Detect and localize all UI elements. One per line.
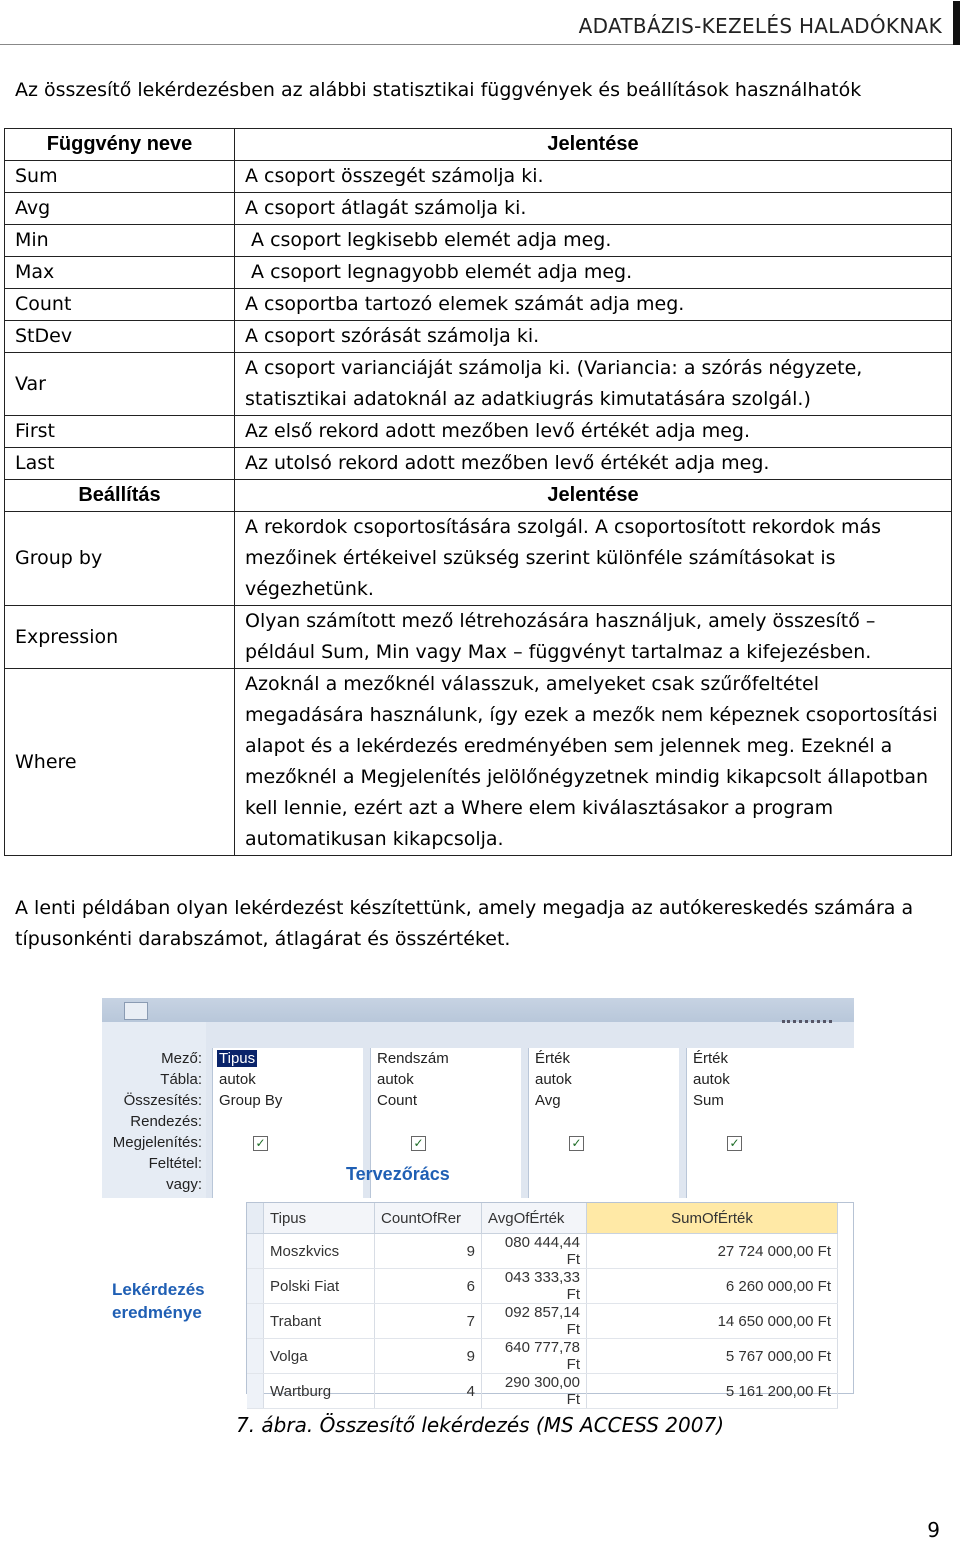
total-cell[interactable]: Group By bbox=[219, 1092, 283, 1109]
result-cell[interactable]: 6 260 000,00 Ft bbox=[587, 1269, 838, 1304]
result-col-header[interactable]: AvgOfÉrték bbox=[482, 1203, 587, 1234]
function-meaning: Az első rekord adott mezőben levő értékét adja meg. bbox=[235, 416, 952, 448]
function-name: Sum bbox=[5, 161, 235, 193]
header-meaning: Jelentése bbox=[235, 129, 952, 161]
table-row bbox=[5, 669, 952, 856]
access-query-figure bbox=[102, 998, 854, 1408]
table-header-row bbox=[5, 129, 952, 161]
setting-name: Group by bbox=[5, 512, 235, 606]
setting-name: Where bbox=[5, 669, 235, 856]
result-row[interactable] bbox=[247, 1234, 838, 1269]
label-show: Megjelenítés: bbox=[112, 1134, 202, 1151]
table-cell[interactable]: autok bbox=[377, 1071, 414, 1088]
function-name: Last bbox=[5, 448, 235, 480]
design-column[interactable] bbox=[212, 1048, 363, 1198]
result-cell[interactable]: 9 bbox=[375, 1339, 482, 1374]
table-row bbox=[5, 416, 952, 448]
table-cell[interactable]: autok bbox=[219, 1071, 256, 1088]
query-result-datasheet bbox=[246, 1202, 854, 1408]
table-row bbox=[5, 353, 952, 416]
table-header-row bbox=[5, 480, 952, 512]
result-cell[interactable]: 6 bbox=[375, 1269, 482, 1304]
function-name: Count bbox=[5, 289, 235, 321]
result-cell[interactable]: Wartburg bbox=[264, 1374, 375, 1409]
total-cell[interactable]: Count bbox=[377, 1092, 418, 1109]
result-row[interactable] bbox=[247, 1339, 838, 1374]
function-meaning: Az utolsó rekord adott mezőben levő értékét adja meg. bbox=[235, 448, 952, 480]
function-name: StDev bbox=[5, 321, 235, 353]
result-label bbox=[112, 1278, 205, 1324]
setting-name: Expression bbox=[5, 606, 235, 669]
result-cell[interactable]: Moszkvics bbox=[264, 1234, 375, 1269]
design-column[interactable] bbox=[528, 1048, 679, 1198]
label-or: vagy: bbox=[166, 1176, 202, 1193]
row-selector[interactable] bbox=[247, 1234, 264, 1269]
result-cell[interactable]: 080 444,44 Ft bbox=[482, 1234, 587, 1269]
function-meaning: A csoport átlagát számolja ki. bbox=[235, 193, 952, 225]
function-meaning: A csoport összegét számolja ki. bbox=[235, 161, 952, 193]
table-row bbox=[5, 257, 952, 289]
field-cell[interactable]: Érték bbox=[535, 1050, 571, 1067]
example-paragraph: A lenti példában olyan lekérdezést készítettünk, amely megadja az autókereskedés számára a típusonkénti darabszámot, átlagárat és összértéket. bbox=[15, 897, 914, 950]
result-header-row bbox=[247, 1203, 838, 1234]
result-label-line2: eredménye bbox=[112, 1303, 202, 1322]
result-cell[interactable]: 14 650 000,00 Ft bbox=[587, 1304, 838, 1339]
result-cell[interactable]: 640 777,78 Ft bbox=[482, 1339, 587, 1374]
result-cell[interactable]: Volga bbox=[264, 1339, 375, 1374]
figure-caption: 7. ábra. Összesítő lekérdezés (MS ACCESS 2007) bbox=[235, 1413, 725, 1437]
header-setting: Beállítás bbox=[5, 480, 235, 512]
table-row bbox=[5, 193, 952, 225]
row-selector[interactable] bbox=[247, 1374, 264, 1409]
show-checkbox[interactable]: ✓ bbox=[569, 1136, 584, 1151]
result-col-header[interactable]: SumOfÉrték bbox=[587, 1203, 838, 1234]
label-total: Összesítés: bbox=[123, 1092, 202, 1109]
result-cell[interactable]: 7 bbox=[375, 1304, 482, 1339]
result-cell[interactable]: Polski Fiat bbox=[264, 1269, 375, 1304]
result-label-line1: Lekérdezés bbox=[112, 1280, 205, 1299]
functions-table bbox=[4, 128, 952, 856]
intro-text: Az összesítő lekérdezésben az alábbi statisztikai függvények és beállítások használhatók bbox=[15, 79, 862, 101]
page-header-title: ADATBÁZIS-KEZELÉS HALADÓKNAK bbox=[578, 14, 942, 38]
label-table: Tábla: bbox=[160, 1071, 202, 1088]
function-name: Min bbox=[5, 225, 235, 257]
result-col-header[interactable]: CountOfRer bbox=[375, 1203, 482, 1234]
show-checkbox[interactable]: ✓ bbox=[253, 1136, 268, 1151]
header-setting-meaning: Jelentése bbox=[235, 480, 952, 512]
table-cell[interactable]: autok bbox=[693, 1071, 730, 1088]
field-cell[interactable]: Tipus bbox=[219, 1050, 256, 1067]
label-sort: Rendezés: bbox=[130, 1113, 202, 1130]
function-meaning: A csoportba tartozó elemek számát adja meg. bbox=[235, 289, 952, 321]
result-col-header[interactable]: Tipus bbox=[264, 1203, 375, 1234]
table-row bbox=[5, 161, 952, 193]
design-column[interactable] bbox=[686, 1048, 855, 1198]
design-toolbar bbox=[102, 998, 854, 1022]
result-row[interactable] bbox=[247, 1304, 838, 1339]
table-row bbox=[5, 225, 952, 257]
result-cell[interactable]: 5 767 000,00 Ft bbox=[587, 1339, 838, 1374]
result-cell[interactable]: 9 bbox=[375, 1234, 482, 1269]
result-table bbox=[247, 1203, 838, 1409]
function-name: First bbox=[5, 416, 235, 448]
table-row bbox=[5, 448, 952, 480]
header-function-name: Függvény neve bbox=[5, 129, 235, 161]
select-all-corner[interactable] bbox=[247, 1203, 264, 1234]
function-name: Avg bbox=[5, 193, 235, 225]
table-row bbox=[5, 289, 952, 321]
function-meaning: A csoport legkisebb elemét adja meg. bbox=[235, 225, 952, 257]
grip-dots-icon bbox=[782, 1020, 832, 1023]
table-row bbox=[5, 321, 952, 353]
label-field: Mező: bbox=[161, 1050, 202, 1067]
table-cell[interactable]: autok bbox=[535, 1071, 572, 1088]
total-cell[interactable]: Sum bbox=[693, 1092, 724, 1109]
function-meaning: A csoport varianciáját számolja ki. (Variancia: a szórás négyzete, statisztikai adatoknál az adatkiugrás kimutatására szolgál.) bbox=[235, 353, 952, 416]
result-cell[interactable]: 092 857,14 Ft bbox=[482, 1304, 587, 1339]
design-grid-label: Tervezőrács bbox=[346, 1164, 450, 1184]
setting-meaning: Olyan számított mező létrehozására használjuk, amely összesítő – például Sum, Min vagy Max – függvényt tartalmaz a kifejezésben. bbox=[235, 606, 952, 669]
function-meaning: A csoport legnagyobb elemét adja meg. bbox=[235, 257, 952, 289]
header-rule bbox=[0, 44, 960, 45]
function-name: Var bbox=[5, 353, 235, 416]
query-design-grid bbox=[102, 998, 854, 1198]
label-criteria: Feltétel: bbox=[148, 1155, 202, 1172]
page-number: 9 bbox=[927, 1518, 940, 1542]
result-cell[interactable]: 27 724 000,00 Ft bbox=[587, 1234, 838, 1269]
design-row-labels bbox=[102, 1022, 206, 1198]
row-selector[interactable] bbox=[247, 1304, 264, 1339]
result-cell[interactable]: Trabant bbox=[264, 1304, 375, 1339]
scroll-button-icon[interactable] bbox=[124, 1002, 148, 1020]
field-cell[interactable]: Érték bbox=[693, 1050, 729, 1067]
setting-meaning: A rekordok csoportosítására szolgál. A csoportosított rekordok más mezőinek értékeivel szükség szerint különféle számításokat is végezhetünk. bbox=[235, 512, 952, 606]
setting-meaning: Azoknál a mezőknél válasszuk, amelyeket csak szűrőfeltétel megadására használunk, így ezek a mezők nem képeznek csoportosítási alapot és a lekérdezés eredményében sem jelennek meg. Ezeknél a mezőknél a Megjelenítés jelölőnégyzetnek mindig kikapcsolt állapotban kell lennie, ezért azt a Where elem kiválasztásakor a program automatikusan kikapcsolja. bbox=[235, 669, 952, 856]
result-row[interactable] bbox=[247, 1269, 838, 1304]
table-row bbox=[5, 606, 952, 669]
show-checkbox[interactable]: ✓ bbox=[727, 1136, 742, 1151]
result-row[interactable] bbox=[247, 1374, 838, 1409]
total-cell[interactable]: Avg bbox=[535, 1092, 561, 1109]
row-selector[interactable] bbox=[247, 1269, 264, 1304]
result-cell[interactable]: 5 161 200,00 Ft bbox=[587, 1374, 838, 1409]
row-selector[interactable] bbox=[247, 1339, 264, 1374]
result-cell[interactable]: 4 bbox=[375, 1374, 482, 1409]
show-checkbox[interactable]: ✓ bbox=[411, 1136, 426, 1151]
result-cell[interactable]: 043 333,33 Ft bbox=[482, 1269, 587, 1304]
function-meaning: A csoport szórását számolja ki. bbox=[235, 321, 952, 353]
function-name: Max bbox=[5, 257, 235, 289]
table-row bbox=[5, 512, 952, 606]
result-cell[interactable]: 290 300,00 Ft bbox=[482, 1374, 587, 1409]
field-cell[interactable]: Rendszám bbox=[377, 1050, 449, 1067]
